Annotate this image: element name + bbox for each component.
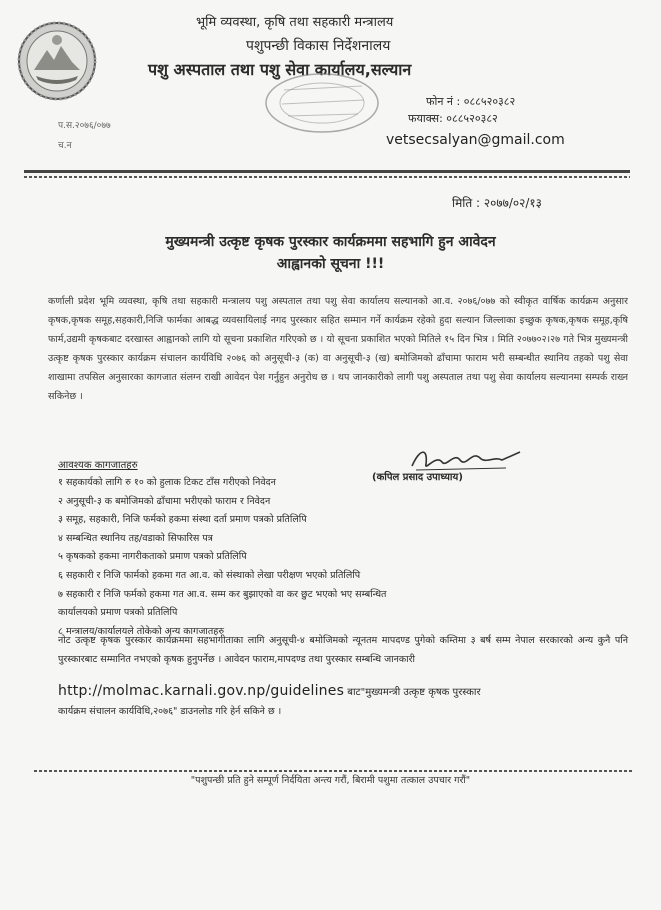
header-divider bbox=[24, 170, 630, 173]
reference-number: प.स.२०७६/०७७ bbox=[58, 121, 111, 131]
download-instruction: कार्यक्रम संचालन कार्यविधि,२०७६" डाउनलोड गरि हेर्न सकिने छ । bbox=[58, 706, 282, 717]
guidelines-link-row bbox=[58, 683, 481, 699]
nepal-emblem-icon bbox=[14, 18, 100, 104]
requirements-list bbox=[58, 474, 618, 641]
list-item: ६ सहकारी र निजि फार्मको हकमा गत आ.व. को संस्थाको लेखा परीक्षण भएको प्रतिलिपि bbox=[58, 569, 361, 581]
list-item: ८ मन्त्रालय/कार्यालयले तोकेको अन्य कागजातहरु bbox=[58, 625, 225, 637]
notice-subtitle: आह्वानको सूचना !!! bbox=[276, 256, 385, 272]
list-item: ५ कृषकको हकमा नागरीकताको प्रमाण पत्रको प्रतिलिपि bbox=[58, 551, 247, 563]
signatory-name: (कपिल प्रसाद उपाध्याय) bbox=[372, 472, 463, 483]
office-name: पशु अस्पताल तथा पशु सेवा कार्यालय,सल्यान bbox=[148, 60, 412, 79]
header-divider-dotted bbox=[24, 176, 630, 178]
footer-divider bbox=[34, 770, 634, 772]
ministry-name: भूमि व्यवस्था, कृषि तथा सहकारी मन्त्रालय bbox=[196, 15, 394, 30]
fax-number: फयाक्स: ०८८५२०३८२ bbox=[408, 112, 498, 125]
office-stamp-icon bbox=[262, 70, 382, 136]
directorate-name: पशुपन्छी विकास निर्देशनालय bbox=[246, 38, 391, 54]
notice-body: कर्णाली प्रदेश भूमि व्यवस्था, कृषि तथा सहकारी मन्त्रालय पशु अस्पताल तथा पशु सेवा कार्यालय सल्यानको आ.व. २०७६/०७७ को स्वीकृत वार्षिक कार्यक्रम अनुसार कृषक,कृषक समूह,सहकारी,निजि फार्मका आबद्ध व्यवसायिलाई नगद पुरस्कार सहित सम्मान गर्ने कार्यक्रम रहेको हुदा सल्यान जिल्लाका इच्छुक कृषक,कृषक समूह,कृषि फार्म,उद्यमी कृषकबाट दरखास्त आह्वानको लागि यो सूचना प्रकाशित गरिएको छ । यो सूचना प्रकाशित भएको मितिले १५ दिन भित्र । मिति २०७७०२।२७ गते भित्र मुख्यमन्त्री उत्कृष्ट कृषक पुरस्कार कार्यक्रम संचालन कार्यविधि २०७६ को अनुसूची-३ (क) वा अनुसूची-३ (ख) बमोजिमको ढाँचामा फाराम भरी सम्बन्धीत स्थानिय तहको पशु सेवा शाखामा तपसिल अनुसारका कागजात संलग्न राखी आवेदन पेश गर्नुहुन अनुरोध छ । थप जानकारीको लागी पशु अस्पताल तथा पशु सेवा कार्यालय सल्यानमा सम्पर्क राख्न सकिनेछ । bbox=[48, 296, 628, 402]
note-text: नोट उत्कृष्ट कृषक पुरस्कार कार्यक्रममा सहभागीताका लागि अनुसूची-४ बमोजिमको न्यूनतम मापदण्ड पुगेको कम्तिमा ३ बर्ष सम्म नेपाल सरकारको अन्य कुनै पनि पुरस्कारबाट सम्मानित नभएको कृषक हुनुपर्नेछ । आवेदन फाराम,मापदण्ड तथा पुरस्कार सम्बन्धि जानकारी bbox=[58, 635, 628, 665]
guidelines-link[interactable]: http://molmac.karnali.gov.np/guidelines bbox=[58, 683, 345, 699]
notice-title: मुख्यमन्त्री उत्कृष्ट कृषक पुरस्कार कार्यक्रममा सहभागि हुन आवेदन bbox=[165, 234, 496, 250]
notice-date: मिति : २०७७/०२/१३ bbox=[452, 196, 542, 210]
footer-slogan: "पशुपन्छी प्रति हुने सम्पूर्ण निर्दयिता अन्त्य गरौं, बिरामी पशुमा तत्काल उपचार गरौं" bbox=[190, 775, 471, 786]
list-item: १ सहकार्यको लागि रु १० को हुलाक टिकट टाँस गरीएको निवेदन bbox=[58, 477, 276, 488]
requirements-heading: आवश्यक कागजातहरु bbox=[58, 460, 138, 471]
list-item: ७ सहकारी र निजि फर्मको हकमा गत आ.व. सम्म कर बुझाएको वा कर छुट भएको भए सम्बन्धित bbox=[58, 588, 387, 600]
list-item: ३ समूह, सहकारी, निजि फर्मको हकमा संस्था दर्ता प्रमाण पत्रको प्रतिलिपि bbox=[58, 514, 307, 526]
list-item: कार्यालयको प्रमाण पत्रको प्रतिलिपि bbox=[58, 607, 178, 619]
phone-number: फोन नं : ०८८५२०३८२ bbox=[426, 95, 516, 108]
email-address[interactable]: vetsecsalyan@gmail.com bbox=[386, 132, 565, 148]
dispatch-number: च.न bbox=[58, 141, 72, 151]
link-tail-text: बाट"मुख्यमन्त्री उत्कृष्ट कृषक पुरस्कार bbox=[344, 687, 481, 698]
list-item: २ अनुसूची-३ क बमोजिमको ढाँचामा भरीएको फाराम र निवेदन bbox=[58, 495, 271, 507]
list-item: ४ सम्बन्धित स्थानिय तह/वडाको सिफारिस पत्र bbox=[58, 532, 213, 544]
